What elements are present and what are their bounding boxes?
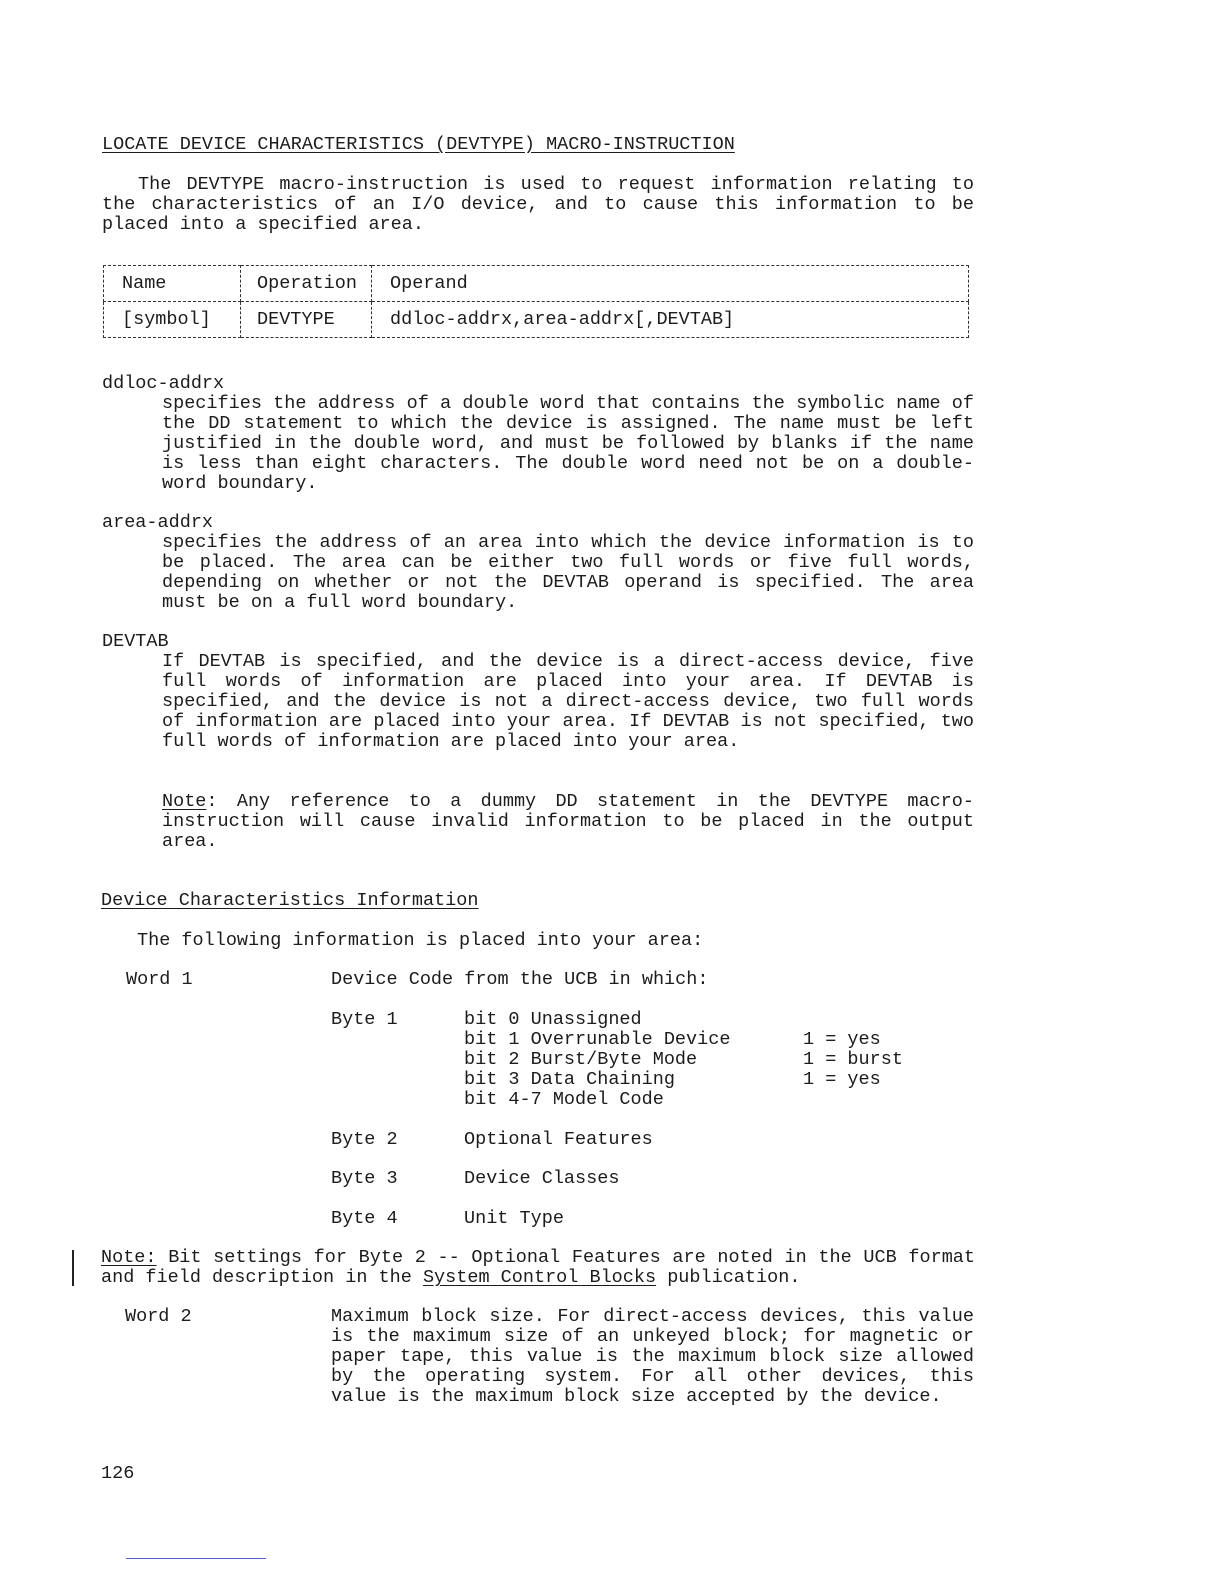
byte-label: Byte 4 xyxy=(331,1208,398,1229)
word1-description: Device Code from the UCB in which: xyxy=(331,969,709,990)
section-intro: The following information is placed into your area: xyxy=(137,930,704,951)
operand-description: If DEVTAB is specified, and the device is a direct-access device, five full words of information are placed into your area. If DEVTAB is specified, and the device is not a direct-access device, two full words of information are placed into your area. If DEVTAB is not specified, two full words of information are placed into your area. xyxy=(162,651,974,752)
bit-value: 1 = yes xyxy=(803,1029,881,1050)
operand-term: area-addrx xyxy=(102,512,214,533)
byte-label: Byte 1 xyxy=(331,1009,398,1030)
syntax-header-row xyxy=(104,266,969,302)
section-heading: Device Characteristics Information xyxy=(101,890,479,911)
bit-description: bit 0 Unassigned xyxy=(464,1009,642,1030)
intro-paragraph: The DEVTYPE macro-instruction is used to request information relating to the characteristics of an I/O device, and to cause this information to be placed into a specified area. xyxy=(102,174,974,235)
note-label: Note: xyxy=(101,1247,157,1268)
operand-term: DEVTAB xyxy=(102,631,169,652)
byte-description: Optional Features xyxy=(464,1129,653,1150)
note-text: : Any reference to a dummy DD statement in the DEVTYPE macro-instruction will cause invalid information to be placed in the output area. xyxy=(162,791,974,852)
note-text-end: publication. xyxy=(656,1267,801,1288)
header-name: Name xyxy=(104,266,241,302)
byte-label: Byte 3 xyxy=(331,1168,398,1189)
cell-name: [symbol] xyxy=(104,302,241,338)
byte-description: Unit Type xyxy=(464,1208,564,1229)
bit-value: 1 = burst xyxy=(803,1049,903,1070)
note-bit-settings xyxy=(101,1248,975,1288)
byte-description: Device Classes xyxy=(464,1168,620,1189)
bit-description: bit 2 Burst/Byte Mode xyxy=(464,1049,698,1070)
byte-label: Byte 2 xyxy=(331,1129,398,1150)
page-number: 126 xyxy=(101,1463,135,1484)
header-operand: Operand xyxy=(372,266,969,302)
footer-rule xyxy=(126,1558,266,1559)
note-devtype xyxy=(162,792,974,852)
page-title: LOCATE DEVICE CHARACTERISTICS (DEVTYPE) MACRO-INSTRUCTION xyxy=(102,134,735,155)
cell-operand: ddloc-addrx,area-addrx[,DEVTAB] xyxy=(372,302,969,338)
operand-description: specifies the address of an area into which the device information is to be placed. The area can be either two full words or five full words, depending on whether or not the DEVTAB operand is specified. The area must be on a full word boundary. xyxy=(162,532,974,613)
revision-bar xyxy=(72,1250,74,1286)
cell-operation: DEVTYPE xyxy=(241,302,372,338)
bit-value: 1 = yes xyxy=(803,1069,881,1090)
operand-description: specifies the address of a double word that contains the symbolic name of the DD statement to which the device is assigned. The name must be left justified in the double word, and must be followed by blanks if the name is less than eight characters. The double word need not be on a double-word boundary. xyxy=(162,393,974,494)
word2-description: Maximum block size. For direct-access devices, this value is the maximum size of an unkeyed block; for magnetic or paper tape, this value is the maximum block size allowed by the operating system. For all other devices, this value is the maximum block size accepted by the device. xyxy=(331,1306,974,1407)
note-label: Note xyxy=(162,791,207,812)
word2-label: Word 2 xyxy=(125,1306,192,1327)
operand-term: ddloc-addrx xyxy=(102,373,225,394)
bit-description: bit 4-7 Model Code xyxy=(464,1089,664,1110)
syntax-table xyxy=(103,265,969,338)
publication-title: System Control Blocks xyxy=(422,1267,657,1288)
syntax-row xyxy=(104,302,969,338)
bit-description: bit 3 Data Chaining xyxy=(464,1069,675,1090)
word1-label: Word 1 xyxy=(126,969,193,990)
note-text: Bit settings for Byte 2 -- Optional Features are noted in the UCB format and field description in the xyxy=(101,1247,975,1288)
header-operation: Operation xyxy=(241,266,372,302)
bit-description: bit 1 Overrunable Device xyxy=(464,1029,731,1050)
